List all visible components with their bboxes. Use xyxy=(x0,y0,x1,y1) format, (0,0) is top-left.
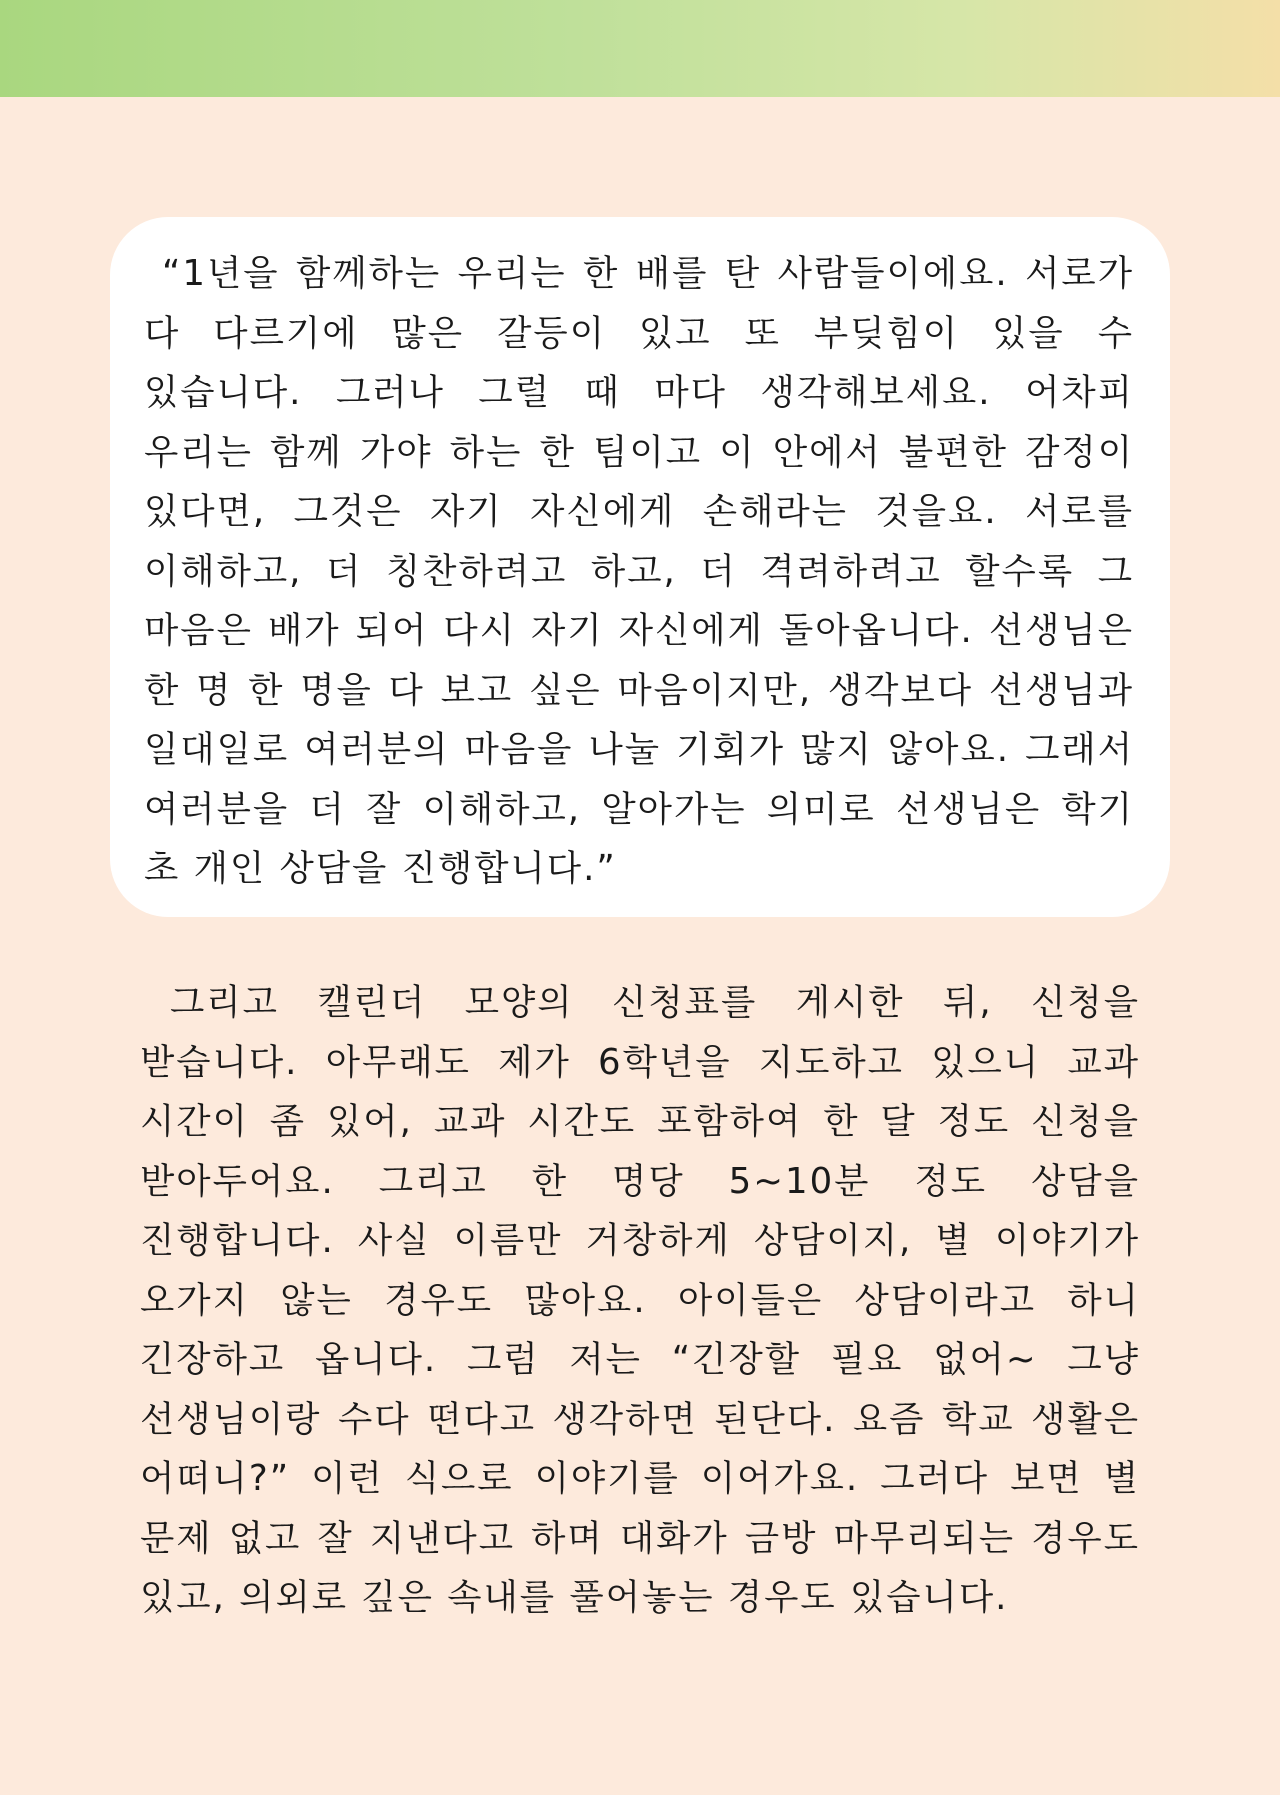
body-paragraph: 그리고 캘린더 모양의 신청표를 게시한 뒤, 신청을 받습니다. 아무래도 제가 6학년을 지도하고 있으니 교과 시간이 좀 있어, 교과 시간도 포함하여 한 달 정도 신청을 받아두어요. 그리고 한 명당 5~10분 정도 상담을 진행합니다. 사실 이름만 거창하게 상담이지, 별 이야기가 오가지 않는 경우도 많아요. 아이들은 상담이라고 하니 긴장하고 옵니다. 그럼 저는 “긴장할 필요 없어~ 그냥 선생님이랑 수다 떤다고 생각하면 된단다. 요즘 학교 생활은 어떠니?” 이런 식으로 이야기를 이어가요. 그러다 보면 별 문제 없고 잘 지낸다고 하며 대화가 금방 마무리되는 경우도 있고, 의외로 깊은 속내를 풀어놓는 경우도 있습니다. xyxy=(140,982,1140,1618)
body-section xyxy=(140,973,1140,1628)
quote-box xyxy=(110,217,1170,917)
top-gradient-band xyxy=(0,0,1280,97)
quote-text: “1년을 함께하는 우리는 한 배를 탄 사람들이에요. 서로가 다 다르기에 많은 갈등이 있고 또 부딪힘이 있을 수 있습니다. 그러나 그럴 때 마다 생각해보세요. 어차피 우리는 함께 가야 하는 한 팀이고 이 안에서 불편한 감정이 있다면, 그것은 자기 자신에게 손해라는 것을요. 서로를 이해하고, 더 칭찬하려고 하고, 더 격려하려고 할수록 그 마음은 배가 되어 다시 자기 자신에게 돌아옵니다. 선생님은 한 명 한 명을 다 보고 싶은 마음이지만, 생각보다 선생님과 일대일로 여러분의 마음을 나눌 기회가 많지 않아요. 그래서 여러분을 더 잘 이해하고, 알아가는 의미로 선생님은 학기 초 개인 상담을 진행합니다.” xyxy=(144,253,1134,889)
